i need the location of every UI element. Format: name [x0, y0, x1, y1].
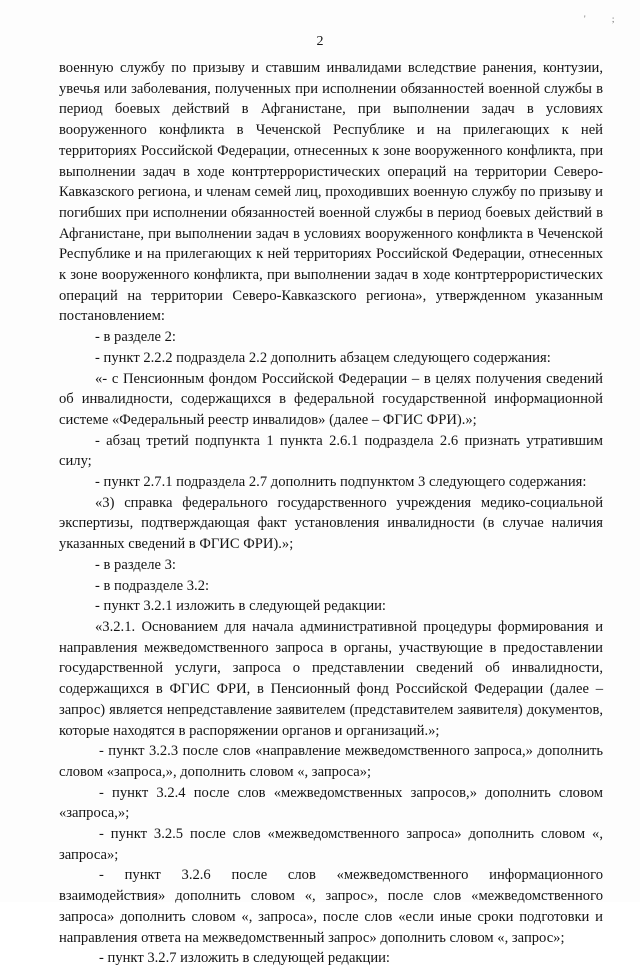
paragraph: - в разделе 3:: [95, 556, 176, 573]
paragraph: «3.2.1. Основанием для начала административной процедуры формирования и направления межведомственного запроса в органы, участвующие в предоставлении государственной услуги, запроса о представлении сведений об инвалидности, содержащихся в ФГИС ФРИ, в Пенсионный фонд Российской Федерации (далее – запрос) является непредставление заявителем (представителем заявителя) документов, которые находятся в распоряжении органов и организаций.»;: [59, 618, 603, 739]
paragraph: военную службу по призыву и ставшим инвалидами вследствие ранения, контузии, увечья или заболевания, полученных при исполнении обязанностей военной службы в период боевых действий в Афганистане, при выполнении задач в условиях вооруженного конфликта в Чеченской Республике и на прилегающих к ней территориях Российской Федерации, отнесенных к зоне вооруженного конфликта, при выполнении задач в ходе контртеррористических операций на территории Северо-Кавказского региона, и членам семей лиц, проходивших военную службу по призыву и погибших при исполнении обязанностей военной службы в период боевых действий в Афганистане, при выполнении задач в условиях вооруженного конфликта в Чеченской Республике и на прилегающих к ней территориях Российской Федерации, отнесенных к зоне вооруженного конфликта, при выполнении задач в ходе контртеррористических операций на территории Северо-Кавказского региона», утвержденном указанным постановлением:: [59, 60, 603, 325]
paragraph: «3) справка федерального государственного учреждения медико-социальной экспертизы, подтверждающая факт установления инвалидности (в случае наличия указанных сведений в ФГИС ФРИ).»;: [59, 494, 603, 553]
document-body: [59, 58, 603, 969]
paragraph: - пункт 3.2.7 изложить в следующей редакции:: [99, 950, 390, 967]
paragraph: - пункт 3.2.4 после слов «межведомственных запросов,» дополнить словом «запроса,»;: [59, 784, 603, 822]
paragraph: «- с Пенсионным фондом Российской Федерации – в целях получения сведений об инвалидности, содержащихся в федеральной государственной информационной системе «Федеральный реестр инвалидов» (далее – ФГИС ФРИ).»;: [59, 370, 603, 428]
corner-marks: ' ;: [584, 14, 627, 24]
paragraph: - пункт 3.2.3 после слов «направление межведомственного запроса,» дополнить словом «запроса,», дополнить словом «, запроса»;: [59, 743, 603, 780]
paragraph: - в подразделе 3.2:: [95, 577, 210, 594]
page-number: 2: [316, 34, 324, 49]
paragraph: - пункт 2.7.1 подраздела 2.7 дополнить подпунктом 3 следующего содержания:: [95, 474, 587, 491]
paragraph: - абзац третий подпункта 1 пункта 2.6.1 подраздела 2.6 признать утратившим силу;: [59, 432, 603, 470]
paragraph: - пункт 2.2.2 подраздела 2.2 дополнить абзацем следующего содержания:: [95, 349, 551, 366]
paragraph: - пункт 3.2.6 после слов «межведомственного информационного взаимодействия» дополнить словом «, запрос», после слов «межведомственного запроса» дополнить словом «, запроса», после слов «если иные сроки подготовки и направления ответа на межведомственный запрос» дополнить словом «, запрос»;: [59, 867, 603, 946]
paragraph: - пункт 3.2.1 изложить в следующей редакции:: [95, 598, 386, 615]
paragraph: - пункт 3.2.5 после слов «межведомственного запроса» дополнить словом «, запроса»;: [59, 826, 603, 863]
paragraph: - в разделе 2:: [95, 329, 176, 346]
